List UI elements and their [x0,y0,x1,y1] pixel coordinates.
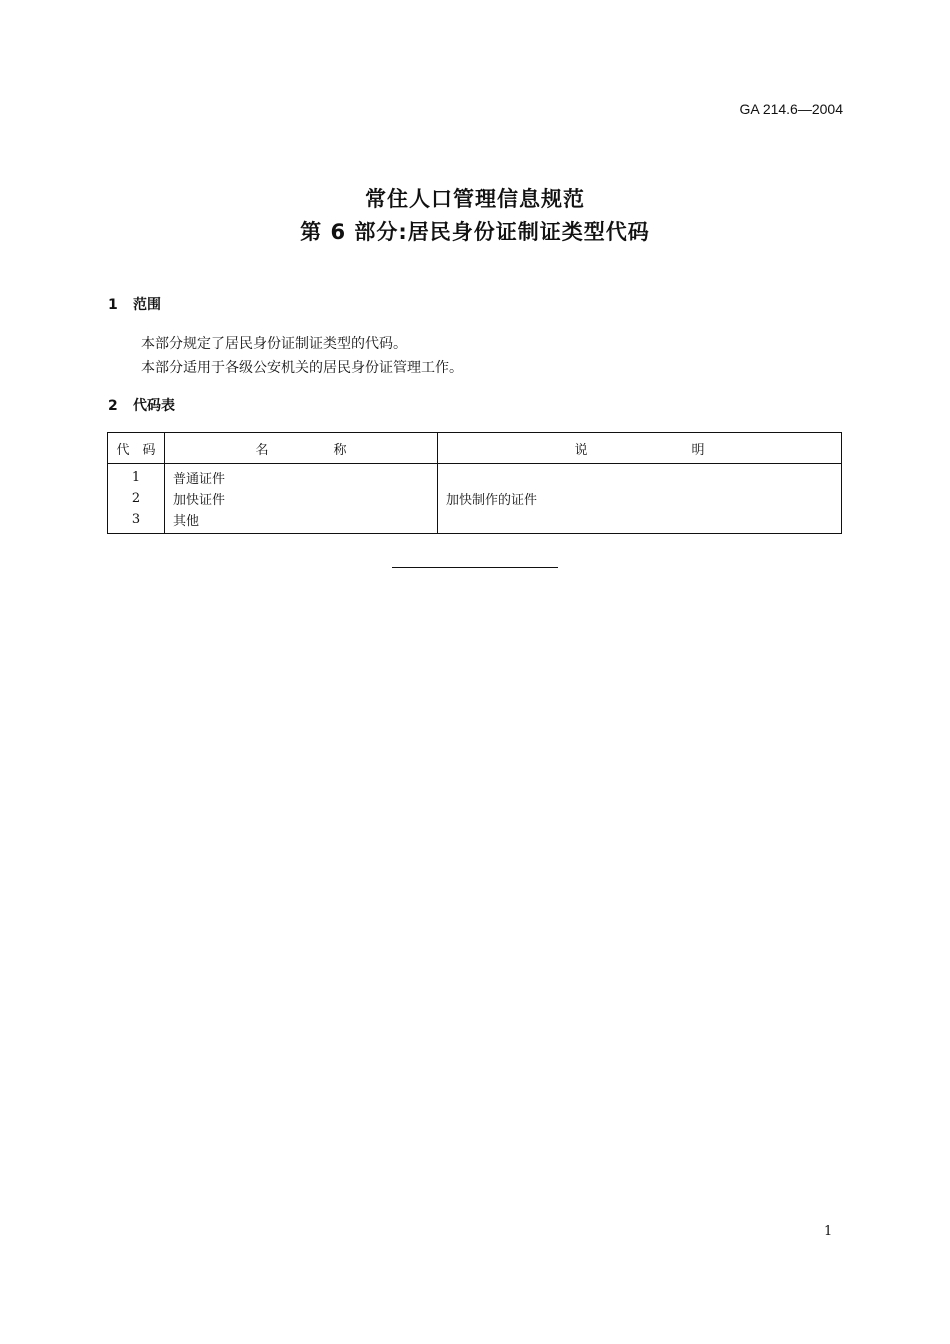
table-row [108,464,842,489]
page-number: 1 [824,1224,833,1239]
section-number: 1 [108,297,118,313]
code-cell: 2 [108,488,165,509]
column-header-code: 代 码 [108,433,165,464]
column-header-name: 名 称 [165,433,438,464]
name-cell: 加快证件 [165,488,438,509]
paragraph: 本部分适用于各级公安机关的居民身份证管理工作。 [141,360,463,376]
section-title: 代码表 [133,398,175,414]
paragraph: 本部分规定了居民身份证制证类型的代码。 [141,336,407,352]
end-rule [392,567,558,568]
document-title: 常住人口管理信息规范 [365,187,585,211]
name-cell: 普通证件 [165,464,438,489]
section-heading-code-table [108,395,175,415]
section-number: 2 [108,398,118,414]
name-cell: 其他 [165,509,438,534]
description-cell: 加快制作的证件 [438,464,842,534]
section-title: 范围 [133,297,161,313]
code-cell: 3 [108,509,165,534]
column-header-description: 说 明 [438,433,842,464]
code-table [107,432,842,534]
code-cell: 1 [108,464,165,489]
document-subtitle: 第 6 部分:居民身份证制证类型代码 [300,220,650,244]
table-header-row [108,433,842,464]
standard-number: GA 214.6—2004 [739,101,843,117]
section-heading-scope [108,294,161,314]
